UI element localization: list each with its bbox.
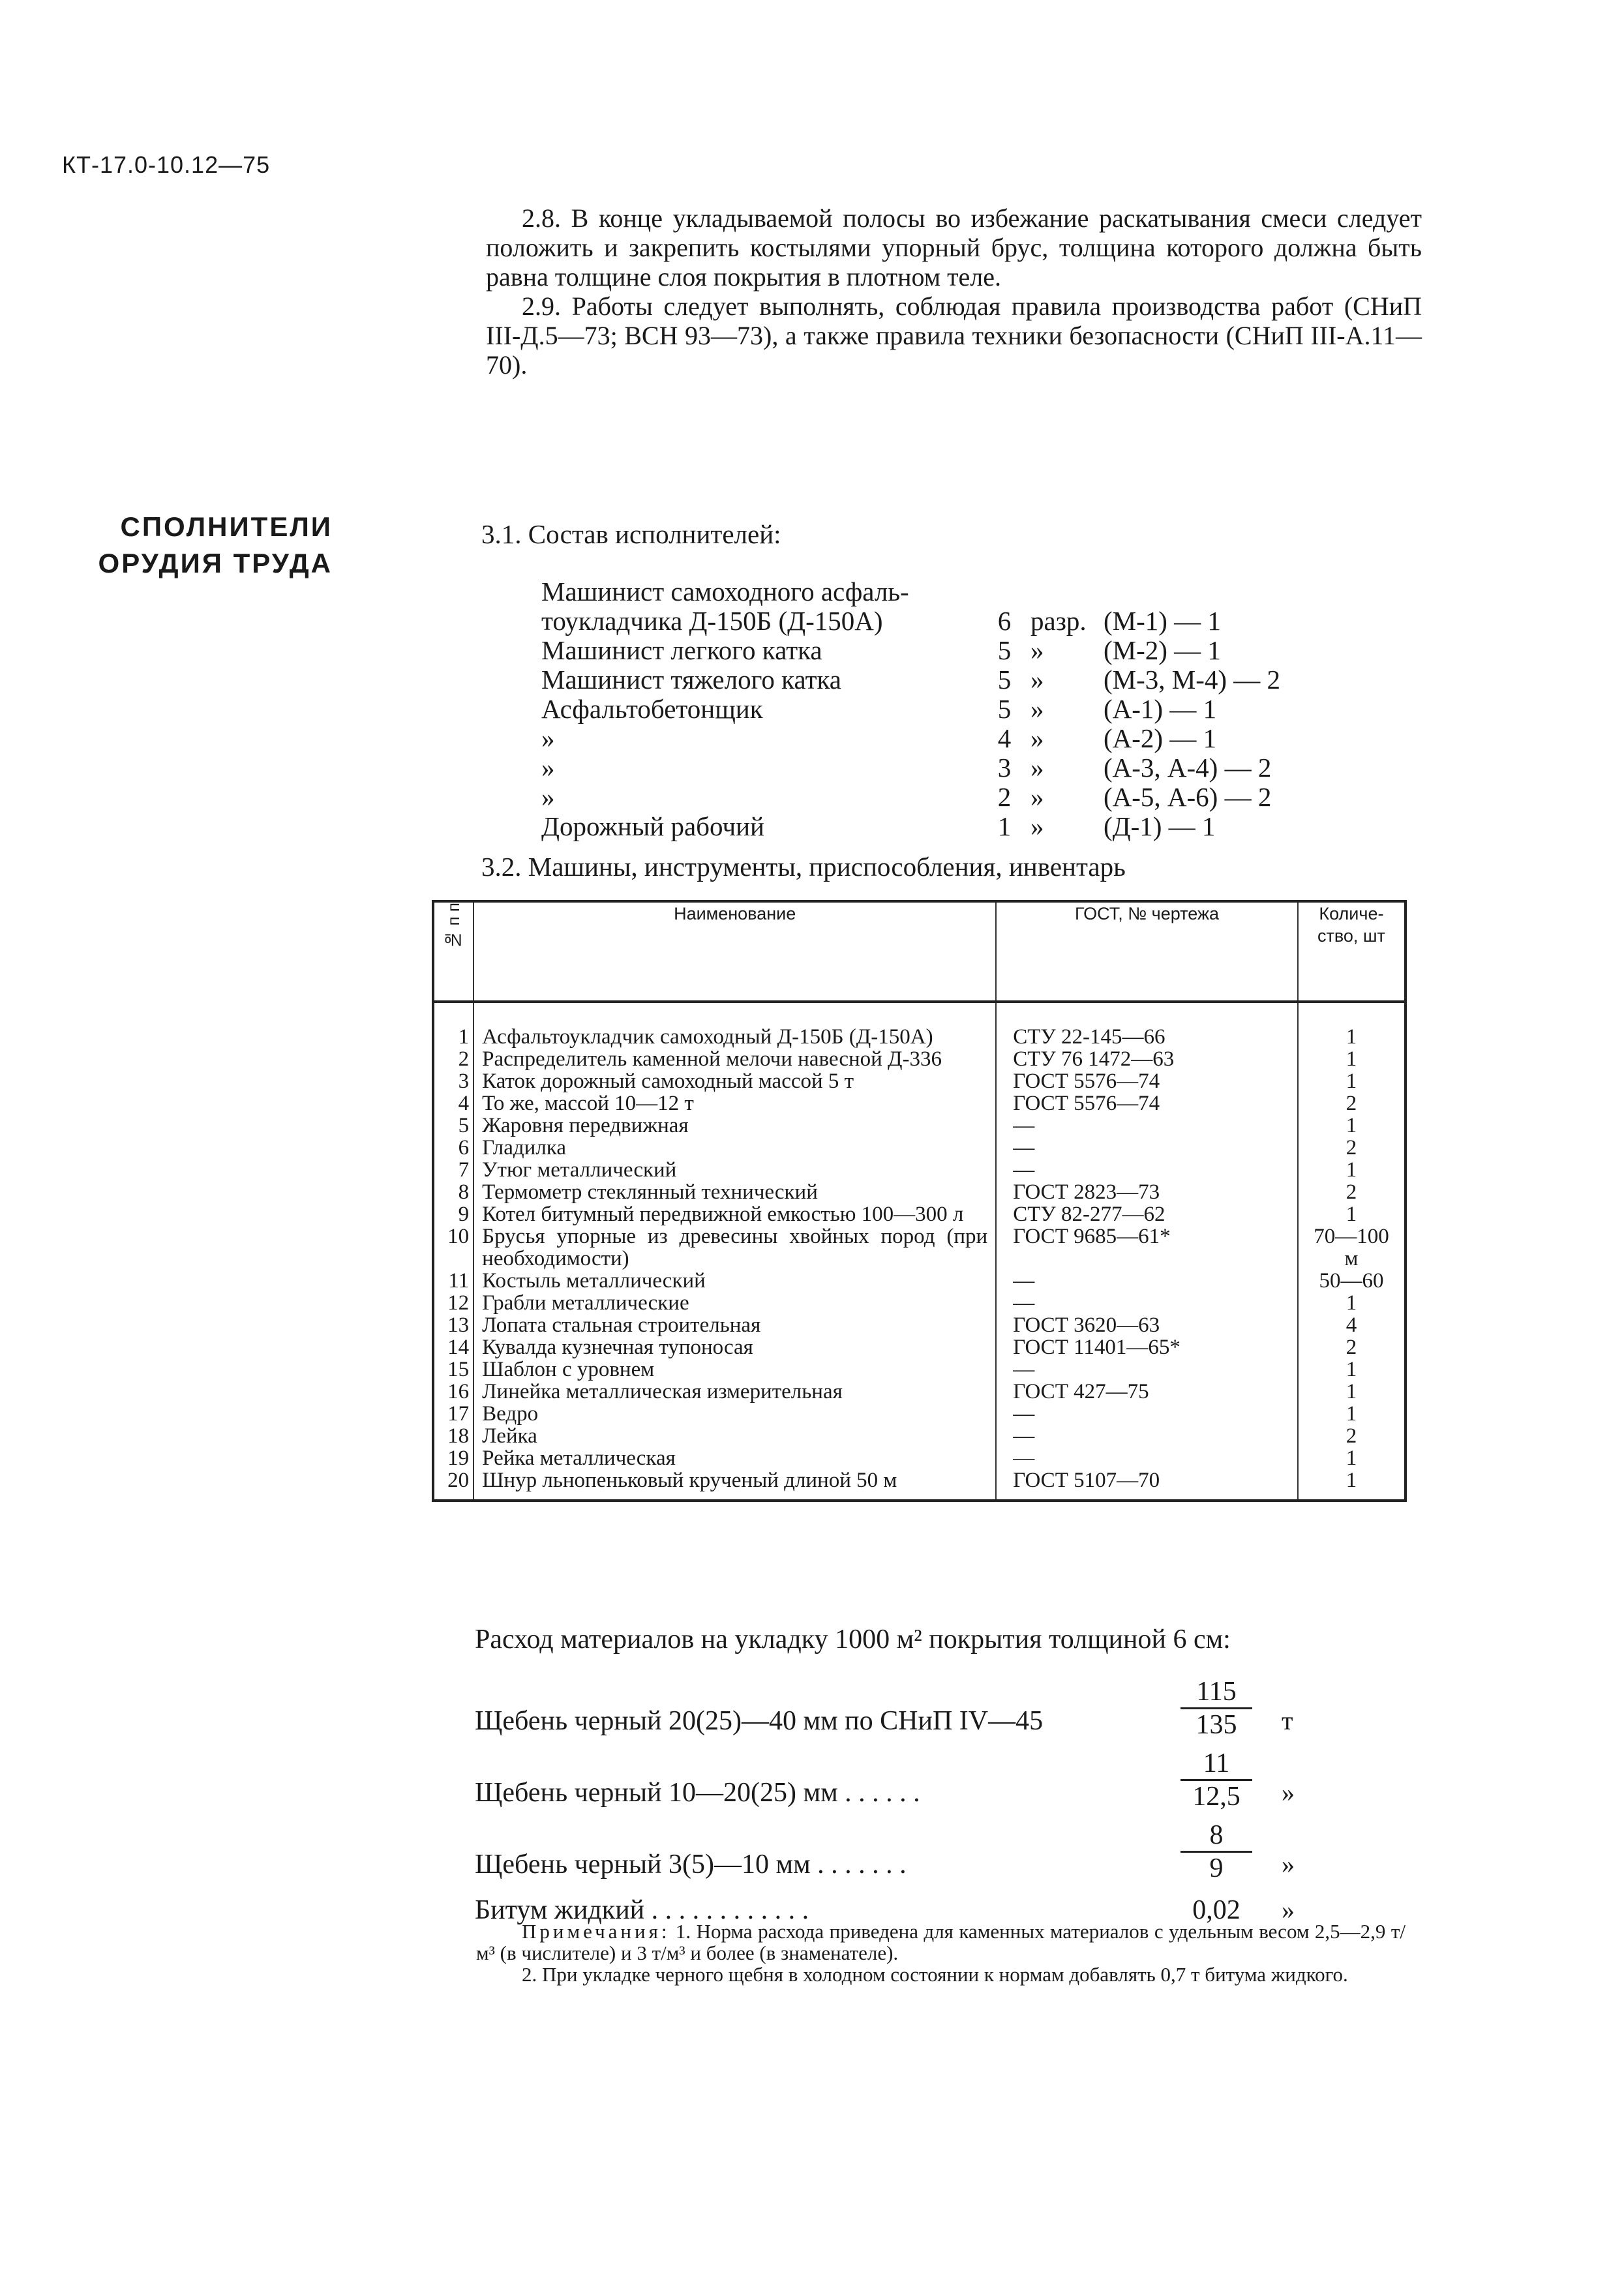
amount-numerator: 115	[1196, 1677, 1237, 1707]
table-row	[433, 1137, 1406, 1159]
table-row	[433, 1092, 1406, 1115]
amount-denominator: 9	[1180, 1851, 1252, 1884]
cell-name: Грабли металлические	[474, 1292, 996, 1314]
crew-grade: 5	[997, 635, 1012, 665]
table-row	[433, 1159, 1406, 1181]
cell-name: Лопата стальная строительная	[474, 1314, 996, 1336]
cell-quantity: 1	[1298, 1048, 1406, 1070]
cell-number: 8	[433, 1181, 474, 1203]
side-title-line-1: СПОЛНИТЕЛИ	[120, 511, 333, 542]
crew-code: (Д-1) — 1	[1104, 811, 1216, 841]
table-row	[433, 1447, 1406, 1469]
cell-name: Жаровня передвижная	[474, 1115, 996, 1137]
table-row	[433, 1270, 1406, 1292]
cell-quantity: 1	[1298, 1381, 1406, 1403]
tools-table	[432, 900, 1407, 1502]
cell-number: 3	[433, 1070, 474, 1092]
cell-number: 20	[433, 1469, 474, 1501]
cell-quantity: 1	[1298, 1203, 1406, 1225]
cell-name: Рейка металлическая	[474, 1447, 996, 1469]
crew-code: (А-2) — 1	[1104, 723, 1217, 753]
cell-gost: —	[996, 1358, 1298, 1381]
cell-quantity: 2	[1298, 1336, 1406, 1358]
crew-role: »	[541, 723, 555, 753]
cell-name: Костыль металлический	[474, 1270, 996, 1292]
amount-value: 0,02	[1192, 1895, 1241, 1925]
material-amount	[1180, 1748, 1252, 1812]
paragraph-2-8: 2.8. В конце укладываемой полосы во избежание раскатывания смеси следует положить и закрепить костылями упорный брус, толщина которого должна быть равна толщине слоя покрытия в плотном теле.	[486, 203, 1422, 292]
cell-name: Шнур льнопеньковый крученый длиной 50 м	[474, 1469, 996, 1501]
note-1: 1. Норма расхода приведена для каменных материалов с удельным весом 2,5—2,9 т/м³ (в числителе) и 3 т/м³ и более (в знаменателе).	[476, 1920, 1406, 1964]
cell-gost: —	[996, 1115, 1298, 1137]
table-row	[433, 1203, 1406, 1225]
cell-number: 10	[433, 1225, 474, 1270]
document-code: КТ-17.0-10.12—75	[62, 151, 271, 178]
cell-gost: ГОСТ 3620—63	[996, 1314, 1298, 1336]
crew-grade-unit: »	[1030, 753, 1044, 783]
cell-gost: —	[996, 1270, 1298, 1292]
cell-name: Линейка металлическая измерительная	[474, 1381, 996, 1403]
cell-gost: —	[996, 1447, 1298, 1469]
table-row	[433, 1115, 1406, 1137]
amount-denominator: 135	[1180, 1707, 1252, 1741]
notes-label: Примечания:	[522, 1920, 670, 1943]
table-row	[433, 1403, 1406, 1425]
material-name: Битум жидкий . . . . . . . . . . . .	[475, 1895, 809, 1925]
crew-code: (А-3, А-4) — 2	[1104, 753, 1272, 783]
crew-grade-unit: »	[1030, 723, 1044, 753]
cell-gost: СТУ 76 1472—63	[996, 1048, 1298, 1070]
crew-code: (А-1) — 1	[1104, 694, 1217, 724]
cell-gost: —	[996, 1137, 1298, 1159]
crew-role: тоукладчика Д-150Б (Д-150А)	[541, 606, 883, 636]
crew-code: (М-2) — 1	[1104, 635, 1221, 665]
crew-grade: 5	[997, 694, 1012, 724]
paragraph-2-9: 2.9. Работы следует выполнять, соблюдая правила производства работ (СНиП III-Д.5—73; ВСН 93—73), а также правила техники безопасности (СНиП III-А.11—70).	[486, 292, 1422, 380]
crew-role: »	[541, 753, 555, 783]
cell-quantity: 1	[1298, 1358, 1406, 1381]
cell-gost: —	[996, 1159, 1298, 1181]
crew-code: (А-5, А-6) — 2	[1104, 782, 1272, 812]
crew-grade: 4	[997, 723, 1012, 753]
cell-name: Распределитель каменной мелочи навесной Д-336	[474, 1048, 996, 1070]
cell-quantity: 2	[1298, 1092, 1406, 1115]
tools-heading: 3.2. Машины, инструменты, приспособления, инвентарь	[481, 852, 1126, 882]
cell-quantity: 4	[1298, 1314, 1406, 1336]
table-row	[433, 1425, 1406, 1447]
cell-number: 16	[433, 1381, 474, 1403]
crew-grade-unit: разр.	[1030, 606, 1087, 636]
crew-grade: 3	[997, 753, 1012, 783]
cell-number: 19	[433, 1447, 474, 1469]
material-name: Щебень черный 10—20(25) мм . . . . . .	[475, 1778, 920, 1808]
cell-name: Ведро	[474, 1403, 996, 1425]
cell-number: 9	[433, 1203, 474, 1225]
cell-quantity: 70—100 м	[1298, 1225, 1406, 1270]
cell-number: 18	[433, 1425, 474, 1447]
table-row	[433, 1314, 1406, 1336]
section-2-text	[486, 203, 1422, 380]
note-2: 2. При укладке черного щебня в холодном состоянии к нормам добавлять 0,7 т битума жидкого.	[522, 1963, 1348, 1986]
crew-grade-unit: »	[1030, 782, 1044, 812]
cell-quantity: 1	[1298, 1447, 1406, 1469]
cell-gost: ГОСТ 5107—70	[996, 1469, 1298, 1501]
cell-number: 17	[433, 1403, 474, 1425]
side-title-line-2: ОРУДИЯ ТРУДА	[98, 548, 333, 578]
cell-quantity: 1	[1298, 1070, 1406, 1092]
cell-number: 15	[433, 1358, 474, 1381]
table-row	[433, 1048, 1406, 1070]
cell-gost: СТУ 82-277—62	[996, 1203, 1298, 1225]
cell-name: Кувалда кузнечная тупоносая	[474, 1336, 996, 1358]
crew-grade-unit: »	[1030, 811, 1044, 841]
crew-grade: 5	[997, 665, 1012, 695]
cell-gost: СТУ 22-145—66	[996, 1002, 1298, 1048]
crew-grade: 2	[997, 782, 1012, 812]
material-name: Щебень черный 20(25)—40 мм по СНиП IV—45	[475, 1706, 1044, 1736]
cell-name: Каток дорожный самоходный массой 5 т	[474, 1070, 996, 1092]
col-header-quantity: Количе-ство, шт	[1298, 901, 1406, 1002]
cell-number: 6	[433, 1137, 474, 1159]
cell-name: То же, массой 10—12 т	[474, 1092, 996, 1115]
table-header-row	[433, 901, 1406, 1002]
cell-quantity: 1	[1298, 1292, 1406, 1314]
crew-grade-unit: »	[1030, 694, 1044, 724]
cell-name: Утюг металлический	[474, 1159, 996, 1181]
cell-name: Котел битумный передвижной емкостью 100—300 л	[474, 1203, 996, 1225]
cell-gost: —	[996, 1292, 1298, 1314]
material-amount	[1180, 1676, 1252, 1741]
col-header-number: № п п	[433, 901, 474, 1002]
cell-name: Лейка	[474, 1425, 996, 1447]
cell-gost: ГОСТ 9685—61*	[996, 1225, 1298, 1270]
cell-gost: ГОСТ 5576—74	[996, 1092, 1298, 1115]
cell-name: Термометр стеклянный технический	[474, 1181, 996, 1203]
crew-grade-unit: »	[1030, 635, 1044, 665]
crew-heading: 3.1. Состав исполнителей:	[481, 519, 781, 549]
table-row	[433, 1381, 1406, 1403]
notes	[476, 1921, 1406, 1985]
cell-number: 11	[433, 1270, 474, 1292]
material-unit: т	[1282, 1706, 1293, 1735]
cell-quantity: 1	[1298, 1115, 1406, 1137]
amount-numerator: 11	[1203, 1748, 1230, 1778]
cell-gost: ГОСТ 427—75	[996, 1381, 1298, 1403]
table-row	[433, 1336, 1406, 1358]
materials-heading: Расход материалов на укладку 1000 м² покрытия толщиной 6 см:	[475, 1625, 1231, 1655]
crew-role: Асфальтобетонщик	[541, 694, 763, 724]
cell-quantity: 2	[1298, 1181, 1406, 1203]
cell-number: 4	[433, 1092, 474, 1115]
cell-number: 1	[433, 1002, 474, 1048]
section-3-side-title	[72, 509, 333, 582]
cell-name: Шаблон с уровнем	[474, 1358, 996, 1381]
table-row	[433, 1469, 1406, 1501]
crew-code: (М-1) — 1	[1104, 606, 1221, 636]
cell-gost: —	[996, 1403, 1298, 1425]
cell-gost: ГОСТ 5576—74	[996, 1070, 1298, 1092]
cell-number: 12	[433, 1292, 474, 1314]
cell-number: 14	[433, 1336, 474, 1358]
table-row	[433, 1070, 1406, 1092]
cell-number: 5	[433, 1115, 474, 1137]
material-unit: »	[1282, 1778, 1295, 1807]
crew-grade: 6	[997, 606, 1012, 636]
material-name: Щебень черный 3(5)—10 мм . . . . . . .	[475, 1849, 907, 1879]
cell-quantity: 50—60	[1298, 1270, 1406, 1292]
crew-role: Машинист тяжелого катка	[541, 665, 841, 695]
crew-grade-unit: »	[1030, 665, 1044, 695]
cell-quantity: 1	[1298, 1469, 1406, 1501]
crew-role: Дорожный рабочий	[541, 811, 764, 841]
cell-quantity: 2	[1298, 1425, 1406, 1447]
cell-name: Гладилка	[474, 1137, 996, 1159]
cell-name: Асфальтоукладчик самоходный Д-150Б (Д-150А)	[474, 1002, 996, 1048]
table-row	[433, 1358, 1406, 1381]
cell-quantity: 1	[1298, 1002, 1406, 1048]
material-amount	[1180, 1819, 1252, 1884]
cell-name: Брусья упорные из древесины хвойных пород (при необходимости)	[474, 1225, 996, 1270]
crew-role: Машинист легкого катка	[541, 635, 822, 665]
material-unit: »	[1282, 1895, 1295, 1924]
cell-quantity: 1	[1298, 1403, 1406, 1425]
table-row	[433, 1225, 1406, 1270]
crew-role: »	[541, 782, 555, 812]
cell-gost: ГОСТ 2823—73	[996, 1181, 1298, 1203]
table-row	[433, 1292, 1406, 1314]
cell-quantity: 1	[1298, 1159, 1406, 1181]
cell-gost: ГОСТ 11401—65*	[996, 1336, 1298, 1358]
amount-denominator: 12,5	[1180, 1779, 1252, 1812]
crew-grade: 1	[997, 811, 1012, 841]
cell-quantity: 2	[1298, 1137, 1406, 1159]
table-row	[433, 1181, 1406, 1203]
cell-gost: —	[996, 1425, 1298, 1447]
col-header-name: Наименование	[474, 901, 996, 1002]
col-header-gost: ГОСТ, № чертежа	[996, 901, 1298, 1002]
cell-number: 13	[433, 1314, 474, 1336]
cell-number: 2	[433, 1048, 474, 1070]
crew-code: (М-3, М-4) — 2	[1104, 665, 1281, 695]
material-unit: »	[1282, 1849, 1295, 1879]
cell-number: 7	[433, 1159, 474, 1181]
table-row	[433, 1002, 1406, 1048]
amount-numerator: 8	[1209, 1820, 1224, 1850]
crew-role: Машинист самоходного асфаль-	[541, 576, 909, 606]
